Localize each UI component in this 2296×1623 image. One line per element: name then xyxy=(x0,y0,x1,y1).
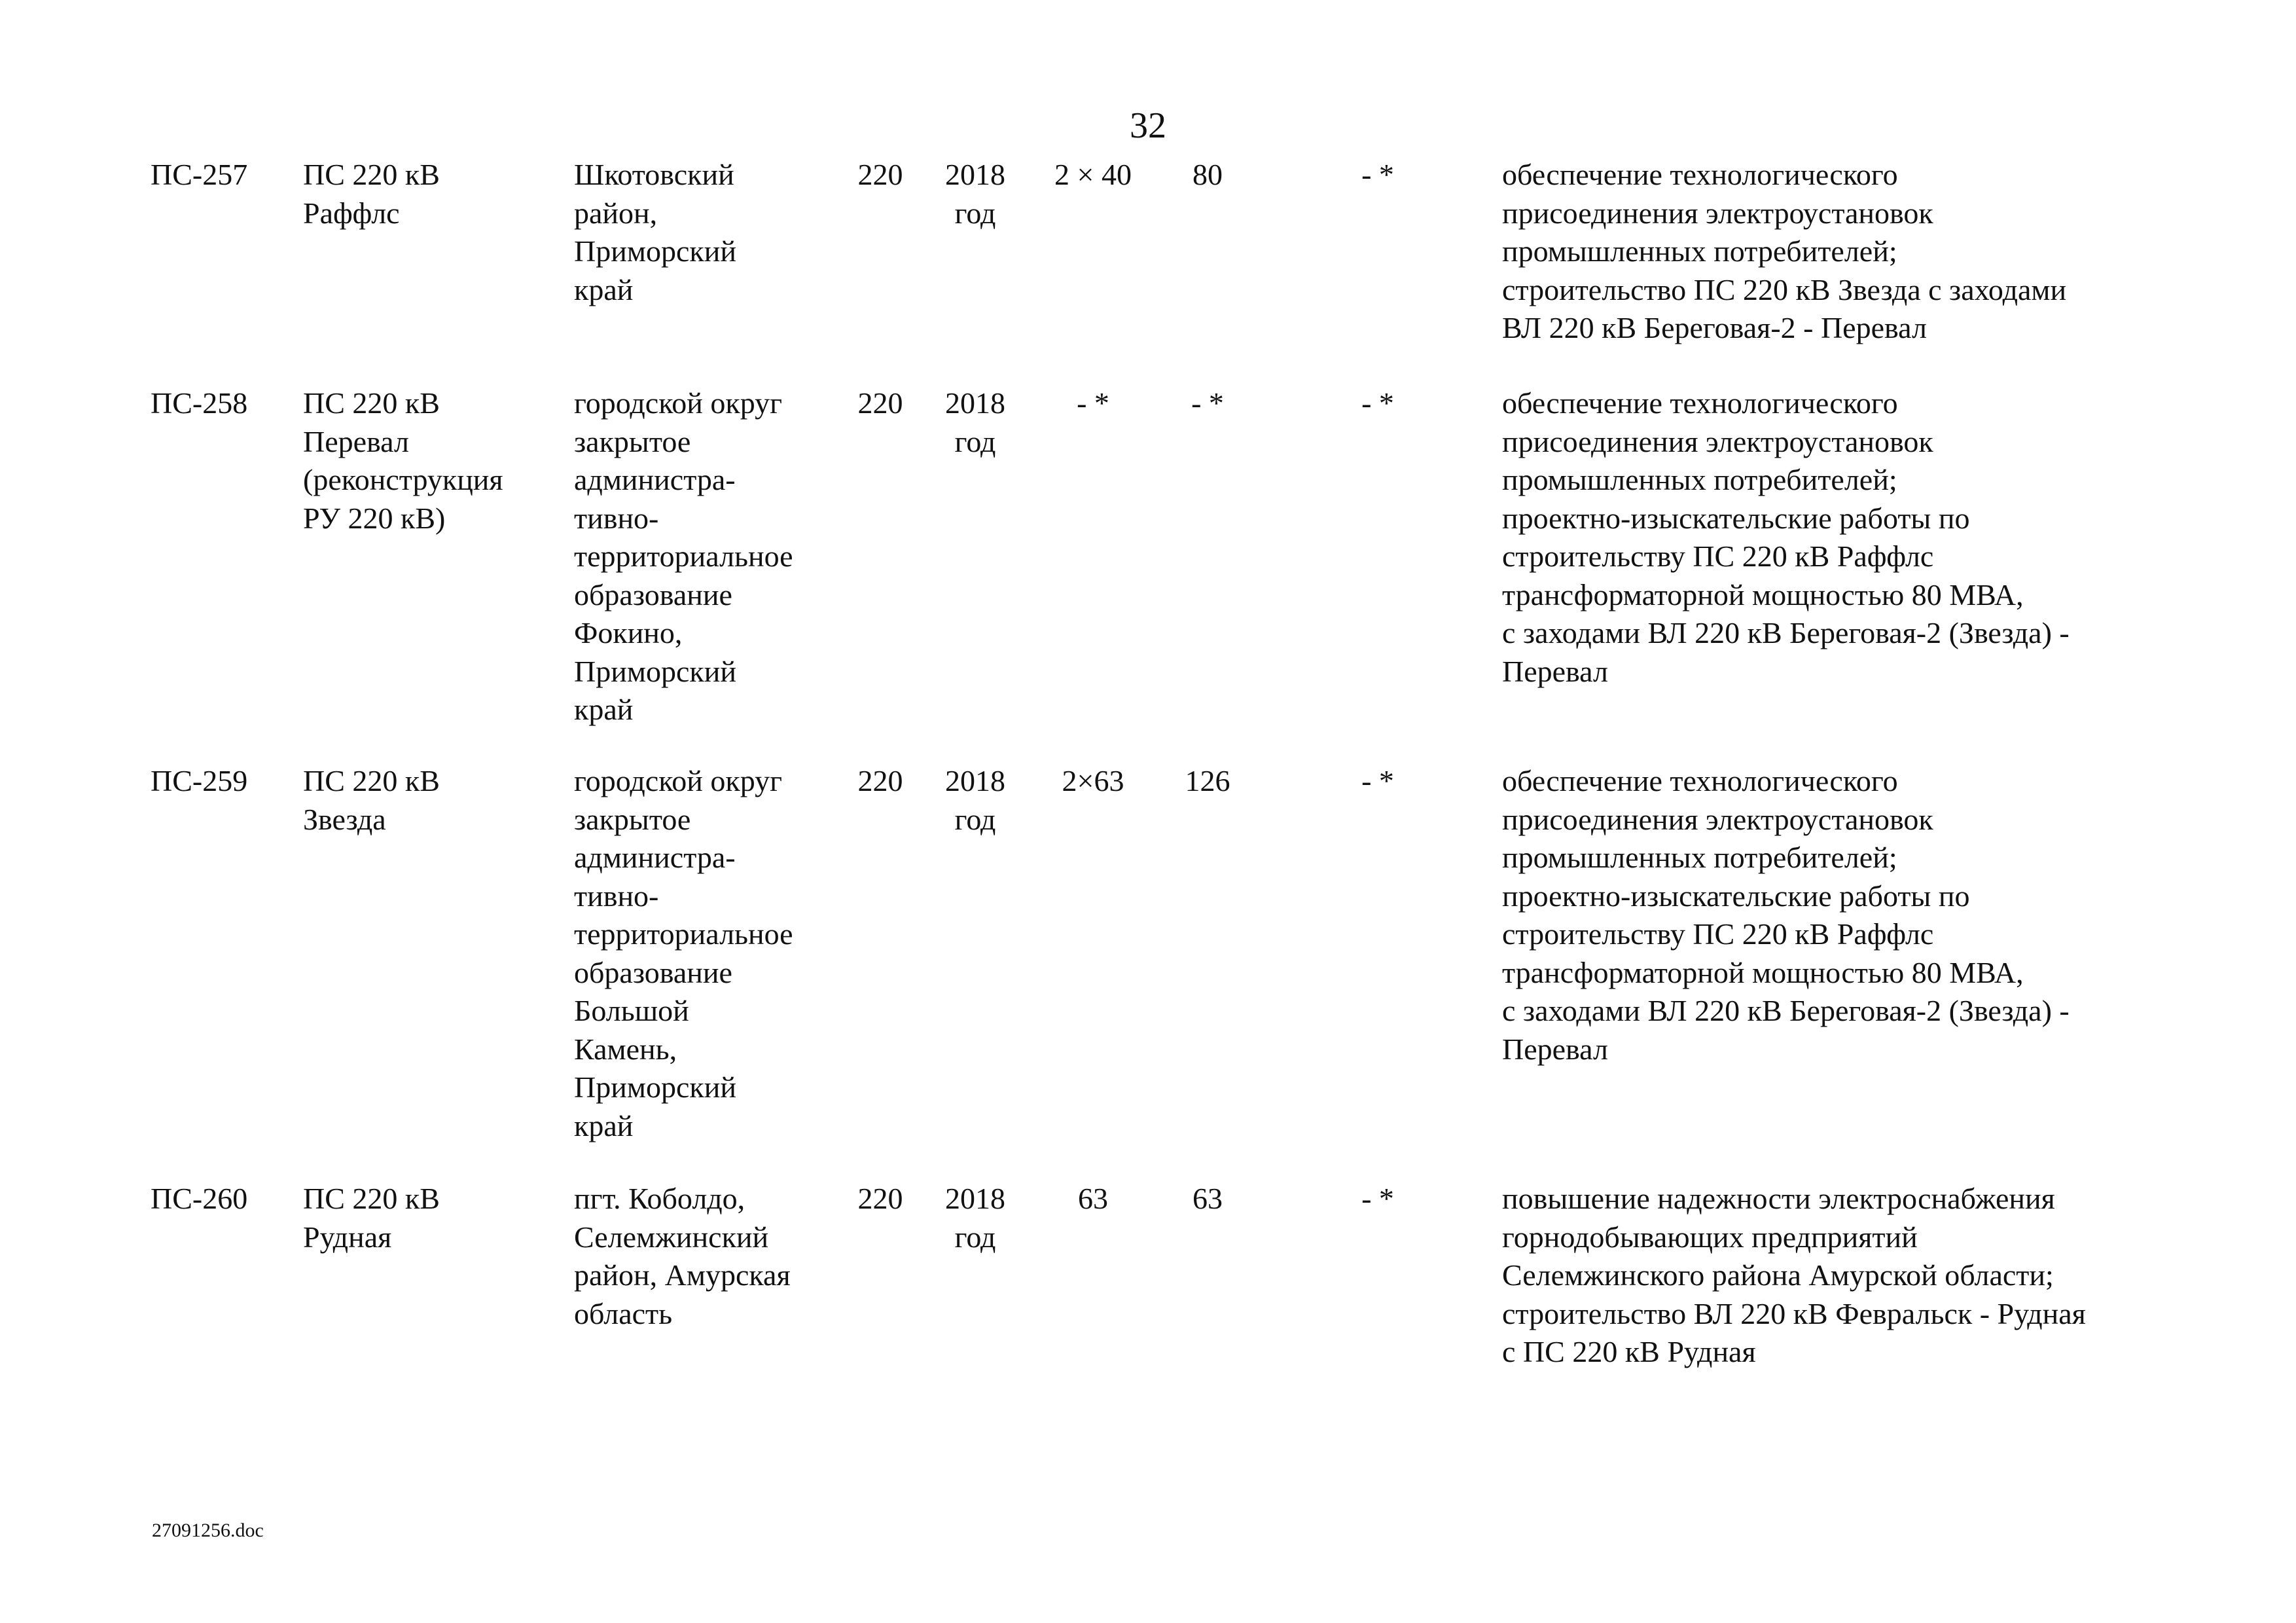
voltage-value: 220 xyxy=(857,386,903,420)
transformer-count: - * xyxy=(1077,386,1109,420)
voltage-value: 220 xyxy=(857,1182,903,1215)
power-value: 126 xyxy=(1185,764,1230,797)
year-value: 2018 год xyxy=(945,386,1005,458)
substation-code: ПС-260 xyxy=(151,1182,248,1215)
other-value: - * xyxy=(1361,158,1394,191)
substation-name: ПС 220 кВ Звезда xyxy=(303,764,440,836)
purpose-text: обеспечение технологического присоединения электроустановок промышленных потребителей; проектно-изыскательские работы по строительству ПС 220 кВ Раффлс трансформаторной мощностью 80 МВА, с заходами ВЛ 220 кВ Береговая-2 (Звезда) - Перевал xyxy=(1502,764,2070,1066)
year-value: 2018 год xyxy=(945,764,1005,836)
transformer-count: 63 xyxy=(1078,1182,1108,1215)
voltage-value: 220 xyxy=(857,158,903,191)
page-number: 32 xyxy=(1130,105,1166,146)
purpose-text: повышение надежности электроснабжения горнодобывающих предприятий Селемжинского района Амурской области; строительство ВЛ 220 кВ Февральск - Рудная с ПС 220 кВ Рудная xyxy=(1502,1182,2086,1368)
substation-name: ПС 220 кВ Рудная xyxy=(303,1182,440,1254)
power-value: 63 xyxy=(1193,1182,1223,1215)
transformer-count: 2 × 40 xyxy=(1054,158,1132,191)
other-value: - * xyxy=(1361,386,1394,420)
transformer-count: 2×63 xyxy=(1062,764,1124,797)
substation-location: Шкотовский район, Приморский край xyxy=(574,158,736,306)
purpose-text: обеспечение технологического присоединения электроустановок промышленных потребителей; проектно-изыскательские работы по строительству ПС 220 кВ Раффлс трансформаторной мощностью 80 МВА, с заходами ВЛ 220 кВ Береговая-2 (Звезда) - Перевал xyxy=(1502,386,2070,688)
substation-name: ПС 220 кВ Раффлс xyxy=(303,158,440,230)
substation-location: пгт. Коболдо, Селемжинский район, Амурская область xyxy=(574,1182,791,1330)
substation-name: ПС 220 кВ Перевал (реконструкция РУ 220 кВ) xyxy=(303,386,503,535)
purpose-text: обеспечение технологического присоединения электроустановок промышленных потребителей; строительство ПС 220 кВ Звезда с заходами ВЛ 220 кВ Береговая-2 - Перевал xyxy=(1502,158,2067,344)
substation-code: ПС-258 xyxy=(151,386,248,420)
year-value: 2018 год xyxy=(945,1182,1005,1254)
substation-code: ПС-257 xyxy=(151,158,248,191)
document-filename: 27091256.doc xyxy=(152,1520,264,1541)
voltage-value: 220 xyxy=(857,764,903,797)
power-value: - * xyxy=(1191,386,1224,420)
substation-code: ПС-259 xyxy=(151,764,248,797)
other-value: - * xyxy=(1361,1182,1394,1215)
power-value: 80 xyxy=(1193,158,1223,191)
other-value: - * xyxy=(1361,764,1394,797)
substation-location: городской округ закрытое администра- тивно- территориальное образование Большой Камень, Приморский край xyxy=(574,764,793,1142)
substation-location: городской округ закрытое администра- тивно- территориальное образование Фокино, Приморский край xyxy=(574,386,793,726)
year-value: 2018 год xyxy=(945,158,1005,230)
